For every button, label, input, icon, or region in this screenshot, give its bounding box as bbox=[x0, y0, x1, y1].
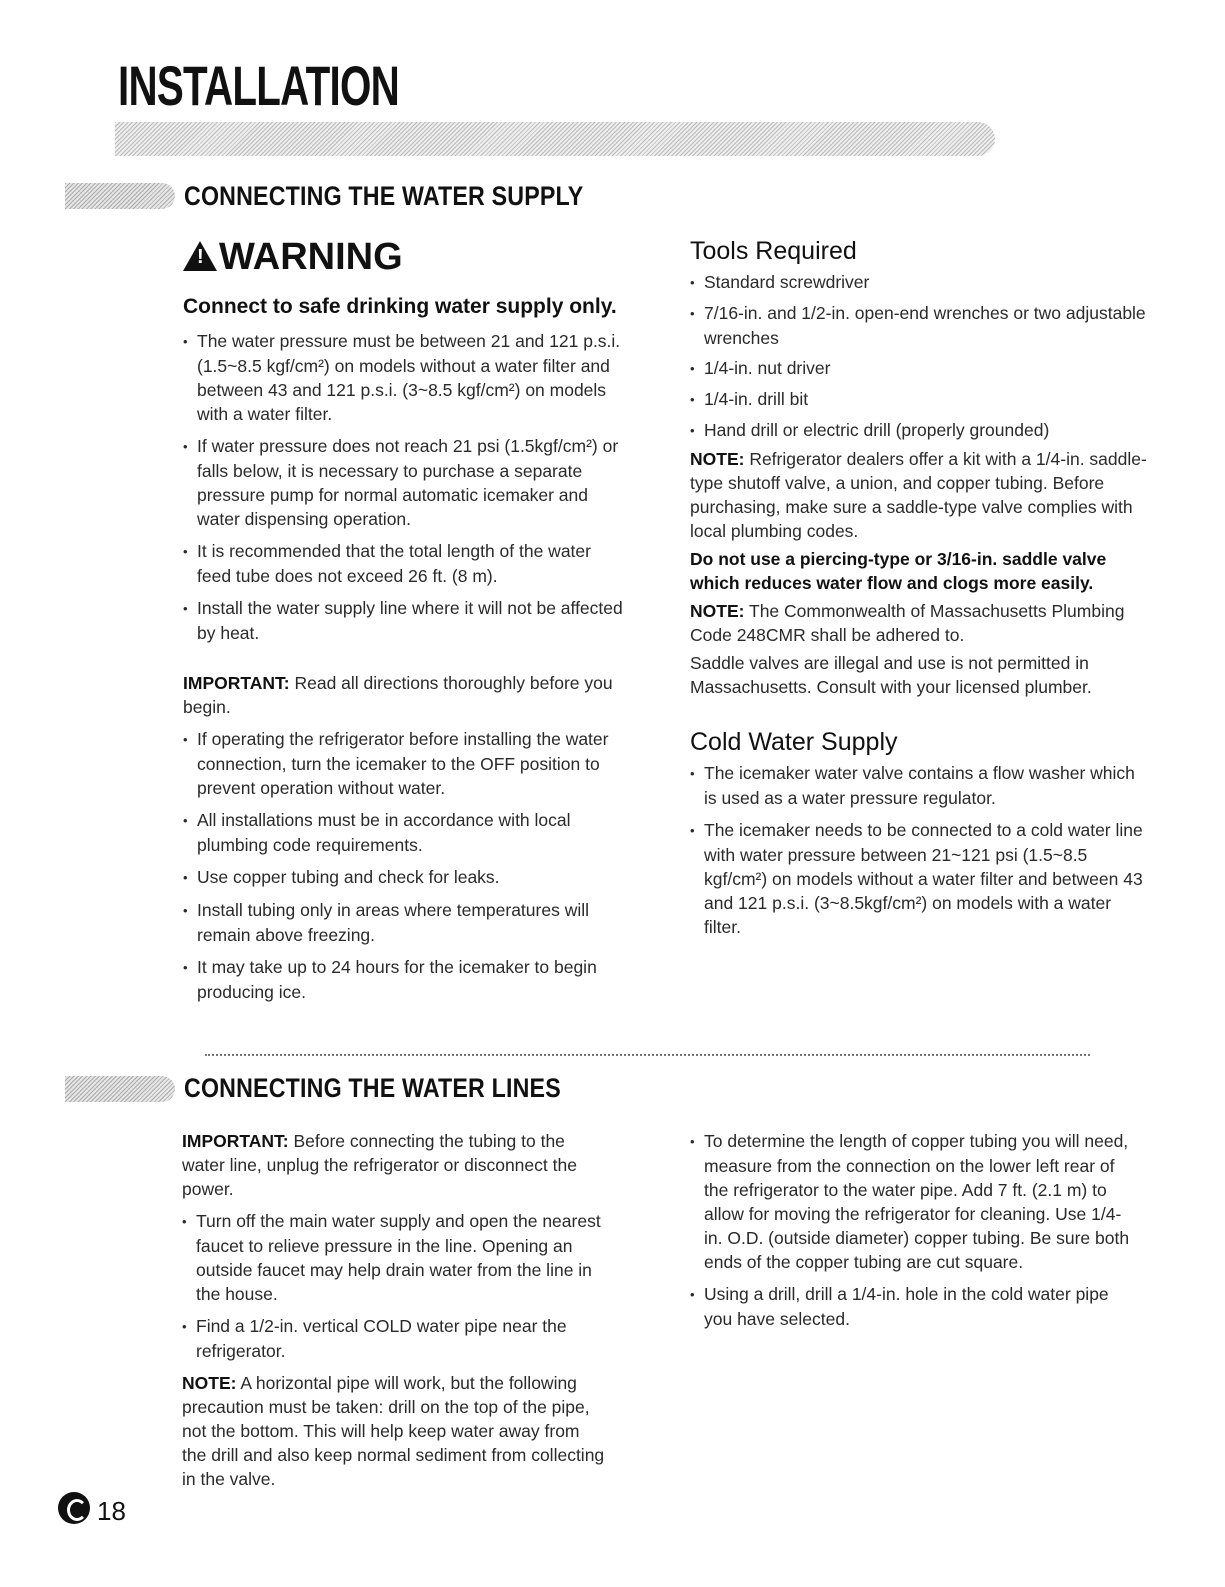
page-number: 18 bbox=[97, 1496, 126, 1526]
water-lines-left-column bbox=[182, 1129, 607, 1499]
water-lines-important: IMPORTANT: Before connecting the tubing to the water line, unplug the refrigerator or disconnect the power. bbox=[182, 1131, 577, 1199]
section-heading-water-supply: CONNECTING THE WATER SUPPLY bbox=[184, 181, 584, 211]
tool-item: • Standard screwdriver bbox=[690, 270, 1152, 295]
important-bullet: • All installations must be in accordance with local plumbing code requirements. bbox=[183, 808, 628, 857]
warning-triangle-icon bbox=[183, 241, 217, 271]
page-title: INSTALLATION bbox=[118, 54, 400, 117]
warning-bullet: • The water pressure must be between 21 and 121 p.s.i. (1.5~8.5 kgf/cm²) on models without a water filter and between 43 and 121 p.s.i. (3~8.5 kgf/cm²) on models with a water filter. bbox=[183, 329, 628, 426]
water-lines-bullet: • Using a drill, drill a 1/4-in. hole in the cold water pipe you have selected. bbox=[690, 1282, 1130, 1331]
warning-title: !WARNING bbox=[183, 238, 628, 276]
tool-item: • 7/16-in. and 1/2-in. open-end wrenches or two adjustable wrenches bbox=[690, 301, 1152, 350]
water-lines-bullet: • Turn off the main water supply and open the nearest faucet to relieve pressure in the line. Opening an outside faucet may help drain water from the line in the house. bbox=[182, 1209, 607, 1306]
title-bar-decoration bbox=[115, 122, 995, 156]
section-pill-decoration bbox=[65, 1076, 175, 1102]
lg-logo-icon bbox=[58, 1492, 90, 1524]
tools-note-kit: NOTE: Refrigerator dealers offer a kit with a 1/4-in. saddle-type shutoff valve, a union, and copper tubing. Before purchasing, make sure a saddle-type valve complies with local plumbing codes. bbox=[690, 449, 1147, 541]
tool-item: • Hand drill or electric drill (properly grounded) bbox=[690, 418, 1152, 443]
cold-water-bullet: • The icemaker water valve contains a flow washer which is used as a water pressure regulator. bbox=[690, 761, 1152, 810]
section-pill-decoration bbox=[65, 183, 175, 209]
tool-item: • 1/4-in. nut driver bbox=[690, 356, 1152, 381]
water-lines-note: NOTE: A horizontal pipe will work, but the following precaution must be taken: drill on the top of the pipe, not the bottom. This will help keep water away from the drill and also keep normal sediment from collecting in the valve. bbox=[182, 1373, 605, 1489]
water-lines-right-column bbox=[690, 1129, 1130, 1339]
tool-item: • 1/4-in. drill bit bbox=[690, 387, 1152, 412]
tools-note-massachusetts: NOTE: The Commonwealth of Massachusetts Plumbing Code 248CMR shall be adhered to. bbox=[690, 601, 1125, 645]
warning-subheading: Connect to safe drinking water supply only. bbox=[183, 295, 617, 318]
important-bullet: • If operating the refrigerator before installing the water connection, turn the icemaker to the OFF position to prevent operation without water. bbox=[183, 727, 628, 800]
saddle-valve-note: Saddle valves are illegal and use is not permitted in Massachusetts. Consult with your licensed plumber. bbox=[690, 653, 1092, 697]
section-divider bbox=[205, 1054, 1090, 1056]
water-supply-right-column bbox=[690, 236, 1152, 947]
piercing-valve-warning: Do not use a piercing-type or 3/16-in. saddle valve which reduces water flow and clogs more easily. bbox=[690, 549, 1107, 593]
important-bullet: • Install tubing only in areas where temperatures will remain above freezing. bbox=[183, 898, 628, 947]
water-lines-bullet: • Find a 1/2-in. vertical COLD water pipe near the refrigerator. bbox=[182, 1314, 607, 1363]
warning-bullet: • If water pressure does not reach 21 psi (1.5kgf/cm²) or falls below, it is necessary to purchase a separate pressure pump for normal automatic icemaker and water dispensing operation. bbox=[183, 434, 628, 531]
section-heading-water-lines: CONNECTING THE WATER LINES bbox=[184, 1073, 561, 1103]
important-bullet: • Use copper tubing and check for leaks. bbox=[183, 865, 628, 890]
cold-water-supply-heading: Cold Water Supply bbox=[690, 728, 898, 756]
cold-water-bullet: • The icemaker needs to be connected to a cold water line with water pressure between 21~121 psi (1.5~8.5 kgf/cm²) on models without a water filter and between 43 and 121 p.s.i. (3~8.5kgf/cm²) on models with a water filter. bbox=[690, 818, 1152, 939]
warning-bullet: • Install the water supply line where it will not be affected by heat. bbox=[183, 596, 628, 645]
water-lines-bullet: • To determine the length of copper tubing you will need, measure from the connection on the lower left rear of the refrigerator to the water pipe. Add 7 ft. (2.1 m) to allow for moving the refrigerator for cleaning. Use 1/4-in. O.D. (outside diameter) copper tubing. Be sure both ends of the copper tubing are cut square. bbox=[690, 1129, 1130, 1274]
water-supply-left-column bbox=[183, 238, 628, 1012]
tools-required-heading: Tools Required bbox=[690, 237, 857, 265]
important-bullet: • It may take up to 24 hours for the icemaker to begin producing ice. bbox=[183, 955, 628, 1004]
important-paragraph: IMPORTANT: Read all directions thoroughly before you begin. bbox=[183, 673, 613, 717]
warning-bullet: • It is recommended that the total length of the water feed tube does not exceed 26 ft. (8 m). bbox=[183, 539, 628, 588]
